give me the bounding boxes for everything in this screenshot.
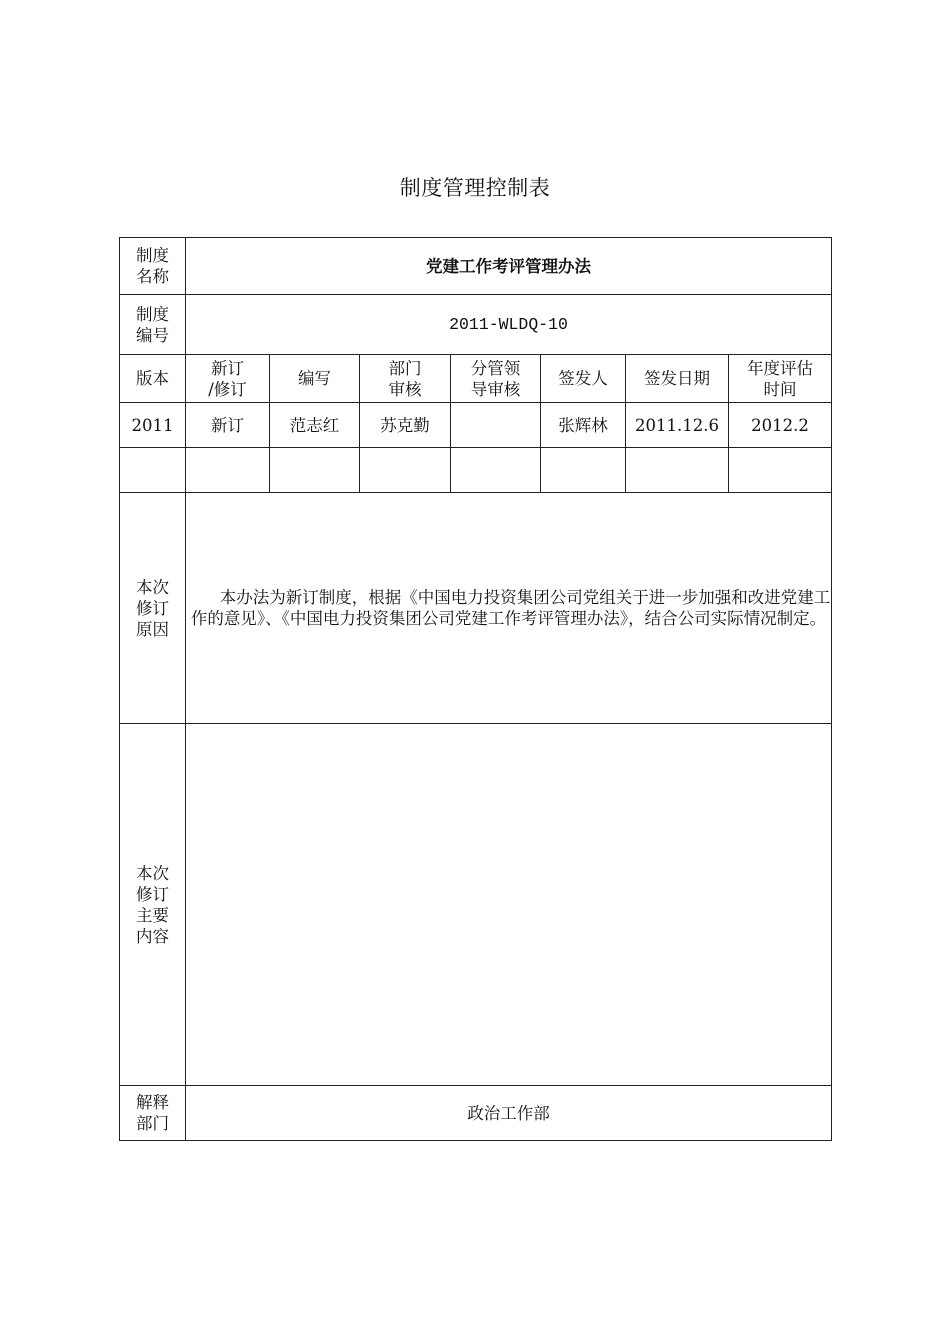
content-label: 本次 修订 主要 内容 — [120, 724, 186, 1086]
empty-cell — [186, 448, 270, 493]
empty-cell — [626, 448, 729, 493]
header-issue-date: 签发日期 — [626, 355, 729, 403]
code-value: 2011-WLDQ-10 — [186, 295, 832, 355]
empty-cell — [541, 448, 626, 493]
empty-cell — [729, 448, 832, 493]
name-label: 制度 名称 — [120, 238, 186, 295]
header-annual-review: 年度评估 时间 — [729, 355, 832, 403]
reason-text: 本办法为新订制度，根据《中国电力投资集团公司党组关于进一步加强和改进党建工作的意见》、《中国电力投资集团公司党建工作考评管理办法》，结合公司实际情况制定。 — [186, 493, 832, 724]
record-row — [120, 403, 832, 448]
content-text — [186, 724, 832, 1086]
record-version: 2011 — [120, 403, 186, 448]
record-new-revise: 新订 — [186, 403, 270, 448]
record-leader-review — [451, 403, 541, 448]
interpret-value: 政治工作部 — [186, 1086, 832, 1141]
control-table — [119, 237, 832, 1141]
empty-cell — [270, 448, 360, 493]
header-issuer: 签发人 — [541, 355, 626, 403]
empty-cell — [120, 448, 186, 493]
interpret-label: 解释 部门 — [120, 1086, 186, 1141]
name-row — [120, 238, 832, 295]
record-issuer: 张辉林 — [541, 403, 626, 448]
reason-label: 本次 修订 原因 — [120, 493, 186, 724]
code-label: 制度 编号 — [120, 295, 186, 355]
record-annual-review: 2012.2 — [729, 403, 832, 448]
record-dept-review: 苏克勤 — [360, 403, 451, 448]
header-row — [120, 355, 832, 403]
page-title: 制度管理控制表 — [399, 176, 551, 200]
header-new-revise: 新订 /修订 — [186, 355, 270, 403]
header-version: 版本 — [120, 355, 186, 403]
header-writer: 编写 — [270, 355, 360, 403]
empty-record-row — [120, 448, 832, 493]
name-value: 党建工作考评管理办法 — [186, 238, 832, 295]
reason-row — [120, 493, 832, 724]
record-issue-date: 2011.12.6 — [626, 403, 729, 448]
header-leader-review: 分管领 导审核 — [451, 355, 541, 403]
interpret-row — [120, 1086, 832, 1141]
empty-cell — [451, 448, 541, 493]
code-row — [120, 295, 832, 355]
empty-cell — [360, 448, 451, 493]
record-writer: 范志红 — [270, 403, 360, 448]
content-row — [120, 724, 832, 1086]
header-dept-review: 部门 审核 — [360, 355, 451, 403]
